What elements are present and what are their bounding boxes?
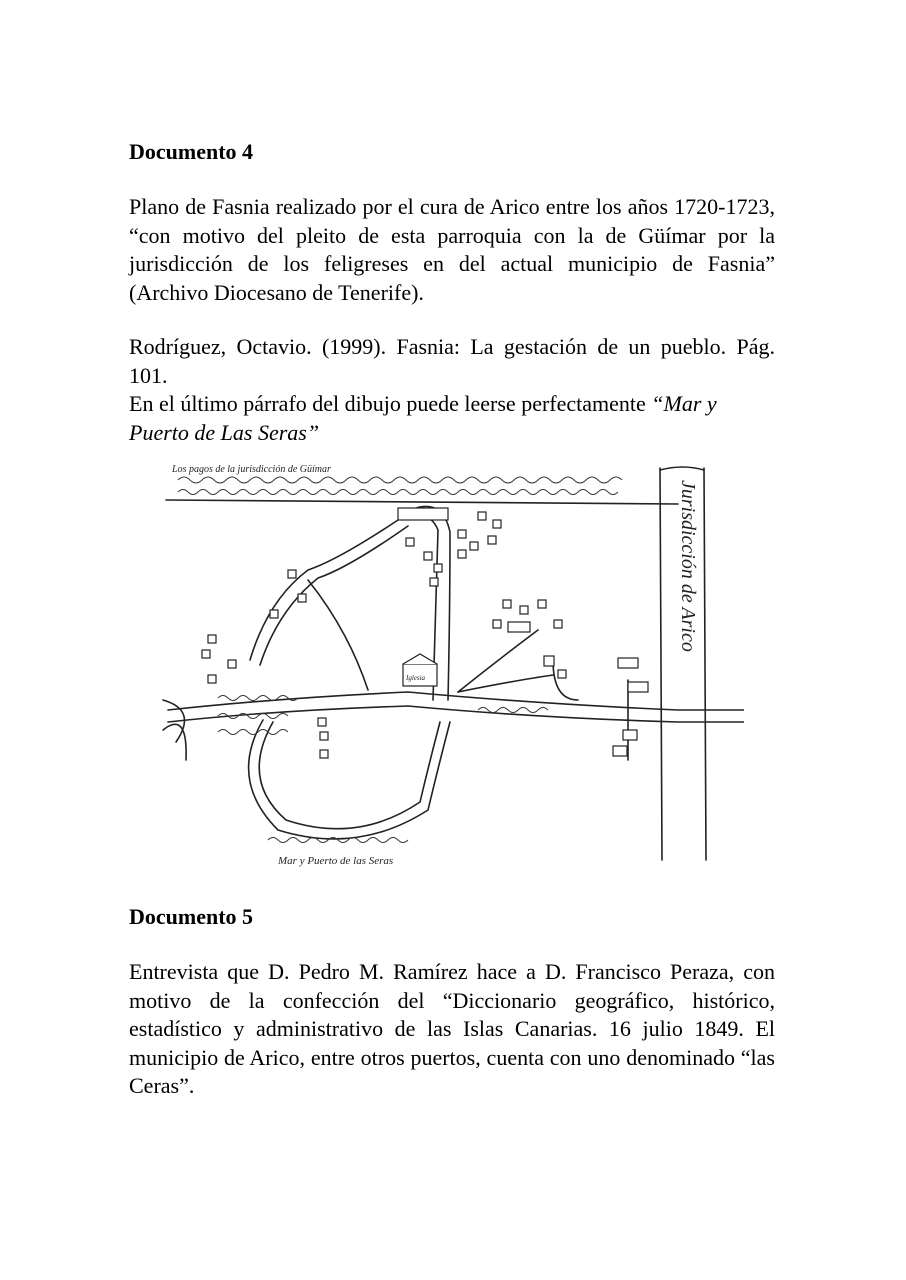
- historic-map-image: [158, 460, 744, 868]
- document-4-note: [129, 390, 775, 447]
- note-text: En el último párrafo del dibujo puede leerse perfectamente: [129, 391, 652, 416]
- note-quote: “Mar y Puerto de Las Seras”: [129, 391, 717, 445]
- document-4-heading: Documento 4: [129, 139, 254, 164]
- document-5-heading: Documento 5: [129, 904, 254, 929]
- map-vertical-label: Jurisdicción de Arico: [677, 480, 699, 652]
- map-bottom-label: Mar y Puerto de las Seras: [278, 855, 394, 867]
- document-4-description: Plano de Fasnia realizado por el cura de Arico entre los años 1720-1723, “con motivo del pleito de esta parroquia con la de Güímar por la jurisdicción de los feligreses en del actual municipio de Fasnia” (Archivo Diocesano de Tenerife).: [129, 194, 775, 305]
- document-4-citation: Rodríguez, Octavio. (1999). Fasnia: La gestación de un pueblo. Pág. 101.: [129, 334, 775, 388]
- map-top-label: Los pagos de la jurisdicción de Güímar: [172, 464, 331, 475]
- map-drawing: [158, 460, 744, 868]
- document-5-body: Entrevista que D. Pedro M. Ramírez hace a D. Francisco Peraza, con motivo de la confección del “Diccionario geográfico, histórico, estadístico y administrativo de las Islas Canarias. 16 julio 1849. El municipio de Arico, entre otros puertos, cuenta con uno denominado “las Ceras”.: [129, 959, 775, 1098]
- map-church-label: Iglesia: [406, 674, 426, 682]
